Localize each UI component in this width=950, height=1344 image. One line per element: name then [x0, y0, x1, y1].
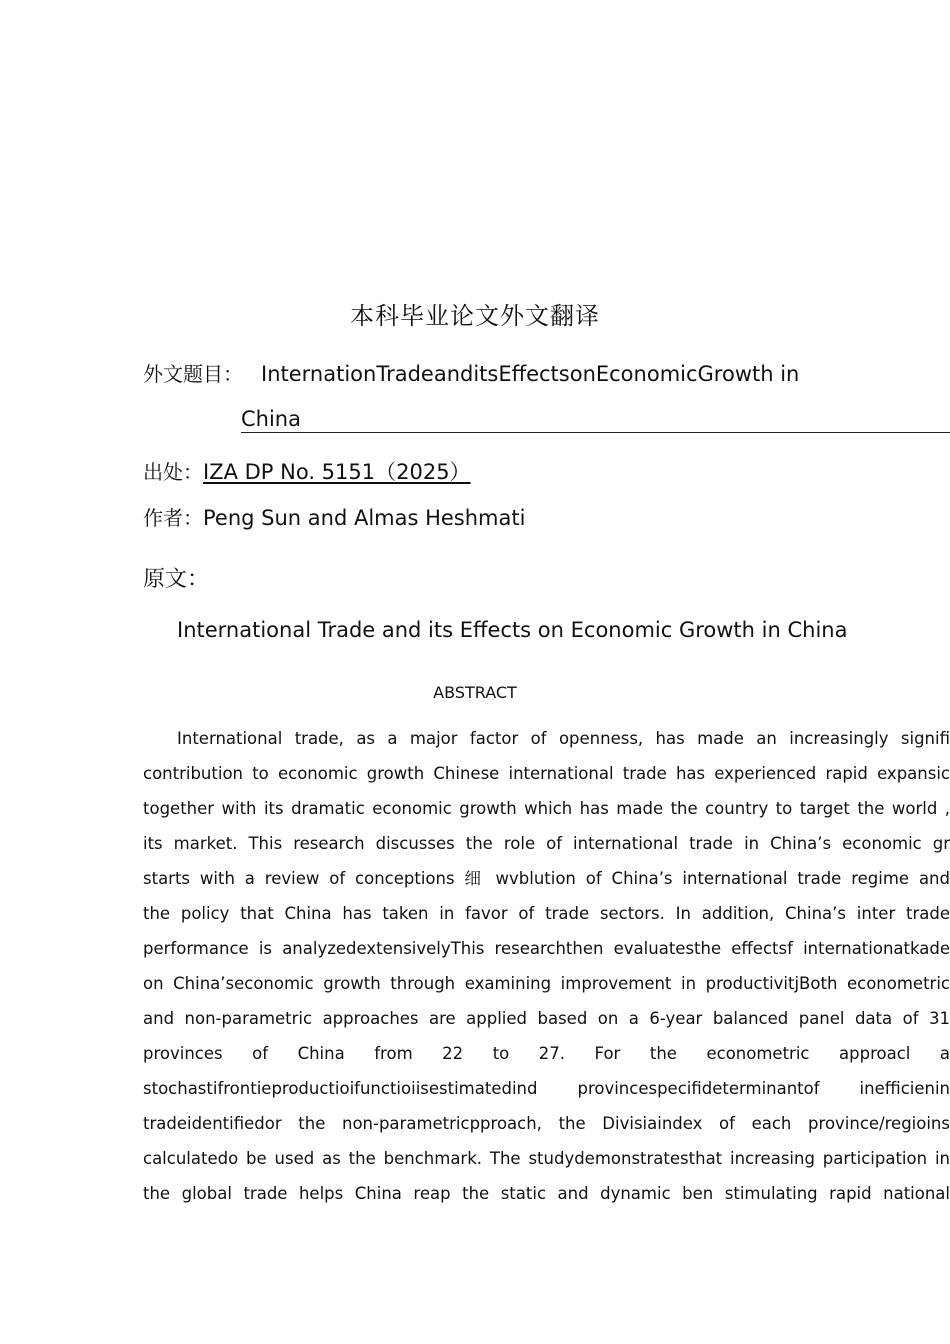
- foreign-title-value: InternationTradeanditsEffectsonEconomicGrowth in: [261, 362, 800, 386]
- abstract-line: performance is analyzedextensivelyThis researchthen evaluatesthe effectsf internationatkade: [143, 939, 950, 958]
- abstract-line: the global trade helps China reap the static and dynamic ben stimulating rapid national: [143, 1184, 950, 1203]
- abstract-line: provinces of China from 22 to 27. For the econometric approacl a: [143, 1044, 950, 1063]
- abstract-line: International trade, as a major factor of openness, has made an increasingly signifi: [177, 729, 950, 748]
- foreign-title-row: [143, 358, 799, 387]
- abstract-line: starts with a review of conceptions 细 wvblution of China’s international trade regime and: [143, 869, 950, 888]
- source-label: 出处：: [143, 460, 203, 484]
- abstract-heading: ABSTRACT: [433, 683, 517, 702]
- abstract-line: calculatedo be used as the benchmark. The studydemonstratesthat increasing participation in: [143, 1149, 950, 1168]
- source-row: [143, 456, 471, 486]
- abstract-line: and non-parametric approaches are applied based on a 6-year balanced panel data of 31: [143, 1009, 950, 1028]
- source-value: IZA DP No. 5151（2025）: [203, 460, 471, 484]
- abstract-line: together with its dramatic economic growth which has made the country to target the world ,: [143, 799, 950, 818]
- foreign-title-label: 外文题目：: [143, 362, 243, 386]
- abstract-line: its market. This research discusses the role of international trade in China’s economic gr: [143, 834, 950, 853]
- original-text-label: 原文：: [143, 567, 210, 592]
- paper-title: International Trade and its Effects on Economic Growth in China: [177, 618, 848, 642]
- author-value: Peng Sun and Almas Heshmati: [203, 506, 526, 530]
- abstract-line: the policy that China has taken in favor of trade sectors. In addition, China’s inter trade: [143, 904, 950, 923]
- abstract-line: on China’seconomic growth through examining improvement in productivitjBoth econometric: [143, 974, 950, 993]
- page-heading: 本科毕业论文外文翻译: [350, 302, 600, 330]
- foreign-title-continuation: China: [241, 406, 950, 433]
- abstract-line: contribution to economic growth Chinese international trade has experienced rapid expansic: [143, 764, 950, 783]
- abstract-line: stochastifrontieproductioifunctioiisestimatedind provincespecifideterminantof inefficienin: [143, 1079, 950, 1098]
- abstract-line: tradeidentifiedor the non-parametricpproach, the Divisiaindex of each province/regioins: [143, 1114, 950, 1133]
- author-row: [143, 502, 525, 531]
- author-label: 作者：: [143, 506, 203, 530]
- abstract-body: [143, 725, 950, 1215]
